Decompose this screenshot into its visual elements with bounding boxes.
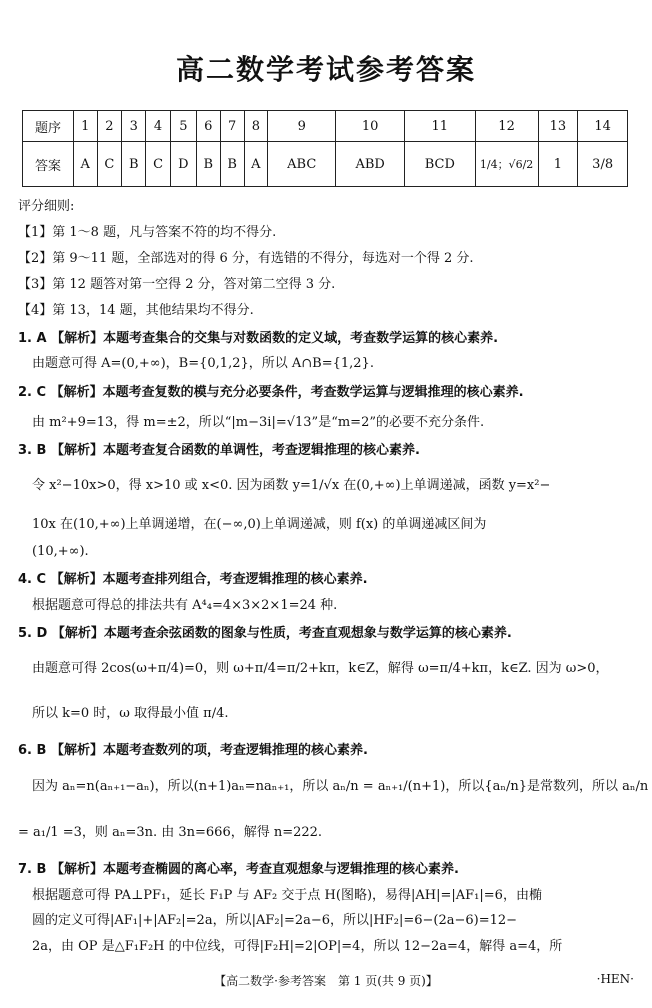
table-cell: 9	[268, 111, 336, 142]
text-line: 根据题意可得 PA⊥PF₁，延长 F₁P 与 AF₂ 交于点 H(图略)，易得|AH|=|AF₁|=6，由椭	[32, 888, 542, 903]
table-cell: C	[97, 142, 122, 187]
text-line: 3. B 【解析】本题考查复合函数的单调性，考查逻辑推理的核心素养.	[18, 443, 420, 458]
table-cell: 1	[74, 111, 98, 142]
table-cell: 6	[196, 111, 220, 142]
footer-tag: ·HEN·	[596, 972, 634, 986]
text-line: 7. B 【解析】本题考查椭圆的离心率，考查直观想象与逻辑推理的核心素养.	[18, 862, 459, 877]
table-cell: 7	[220, 111, 244, 142]
table-cell: 5	[170, 111, 196, 142]
table-cell: 1/4；√6/2	[475, 142, 538, 187]
text-line: 2a，由 OP 是△F₁F₂H 的中位线，可得|F₂H|=2|OP|=4，所以 12−2a=4，解得 a=4，所	[32, 939, 563, 954]
text-line: 1. A 【解析】本题考查集合的交集与对数函数的定义域，考查数学运算的核心素养.	[18, 331, 499, 346]
text-line: 所以 k=0 时，ω 取得最小值 π/4.	[32, 706, 229, 721]
table-cell: 14	[578, 111, 628, 142]
text-line: 【3】第 12 题答对第一空得 2 分，答对第二空得 3 分.	[18, 277, 336, 292]
table-cell: 2	[97, 111, 122, 142]
text-line: 【1】第 1～8 题，凡与答案不符的均不得分.	[18, 225, 277, 240]
table-cell: 13	[538, 111, 578, 142]
table-cell: A	[74, 142, 98, 187]
page-title: 高二数学考试参考答案	[175, 53, 476, 86]
text-line: 由题意可得 A=(0,+∞)，B={0,1,2}，所以 A∩B={1,2}.	[32, 356, 374, 371]
table-cell: ABC	[268, 142, 336, 187]
table-cell: 4	[146, 111, 171, 142]
table-cell: B	[196, 142, 220, 187]
table-cell: D	[170, 142, 196, 187]
text-line: 因为 aₙ=n(aₙ₊₁−aₙ)，所以(n+1)aₙ=naₙ₊₁，所以 aₙ/n = aₙ₊₁/(n+1)，所以{aₙ/n}是常数列，所以 aₙ/n	[32, 779, 649, 794]
page-footer: 【高二数学·参考答案 第 1 页(共 9 页)】	[214, 974, 438, 988]
table-cell: B	[122, 142, 146, 187]
table-cell: 3/8	[578, 142, 628, 187]
text-line: 根据题意可得总的排法共有 A⁴₄=4×3×2×1=24 种.	[32, 598, 338, 613]
text-line: 【2】第 9～11 题，全部选对的得 6 分，有选错的不得分，每选对一个得 2 分.	[18, 251, 474, 266]
text-line: 由 m²+9=13，得 m=±2，所以“|m−3i|=√13”是“m=2”的必要不充分条件.	[32, 415, 485, 430]
text-line: 令 x²−10x>0，得 x>10 或 x<0. 因为函数 y=1/√x 在(0,+∞)上单调递减，函数 y=x²−	[32, 478, 551, 493]
text-line: 评分细则:	[18, 199, 75, 214]
text-line: 5. D 【解析】本题考查余弦函数的图象与性质，考查直观想象与数学运算的核心素养.	[18, 626, 512, 641]
table-cell: 3	[122, 111, 146, 142]
table-cell: B	[220, 142, 244, 187]
answer-table	[22, 110, 628, 187]
table-cell: C	[146, 142, 171, 187]
table-cell: 答案	[23, 142, 74, 187]
table-cell: 8	[244, 111, 268, 142]
text-line: 由题意可得 2cos(ω+π/4)=0，则 ω+π/4=π/2+kπ，k∈Z，解得 ω=π/4+kπ，k∈Z. 因为 ω>0，	[32, 661, 609, 676]
table-cell: ABD	[336, 142, 405, 187]
text-line: 圆的定义可得|AF₁|+|AF₂|=2a，所以|AF₂|=2a−6，所以|HF₂|=6−(2a−6)=12−	[32, 913, 518, 928]
table-cell: 11	[405, 111, 476, 142]
table-cell: 12	[475, 111, 538, 142]
text-line: 【4】第 13，14 题，其他结果均不得分.	[18, 303, 254, 318]
text-line: 10x 在(10,+∞)上单调递增，在(−∞,0)上单调递减，则 f(x) 的单调递减区间为	[32, 517, 487, 532]
table-cell: A	[244, 142, 268, 187]
table-cell: 题序	[23, 111, 74, 142]
answer-table-row-answers	[23, 142, 628, 187]
text-line: (10,+∞).	[32, 544, 89, 559]
table-cell: 10	[336, 111, 405, 142]
text-line: 2. C 【解析】本题考查复数的模与充分必要条件，考查数学运算与逻辑推理的核心素养.	[18, 385, 524, 400]
text-line: 6. B 【解析】本题考查数列的项，考查逻辑推理的核心素养.	[18, 743, 368, 758]
answer-table-row-index	[23, 111, 628, 142]
table-cell: 1	[538, 142, 578, 187]
text-line: = a₁/1 =3，则 aₙ=3n. 由 3n=666，解得 n=222.	[18, 825, 323, 840]
text-line: 4. C 【解析】本题考查排列组合，考查逻辑推理的核心素养.	[18, 572, 368, 587]
table-cell: BCD	[405, 142, 476, 187]
